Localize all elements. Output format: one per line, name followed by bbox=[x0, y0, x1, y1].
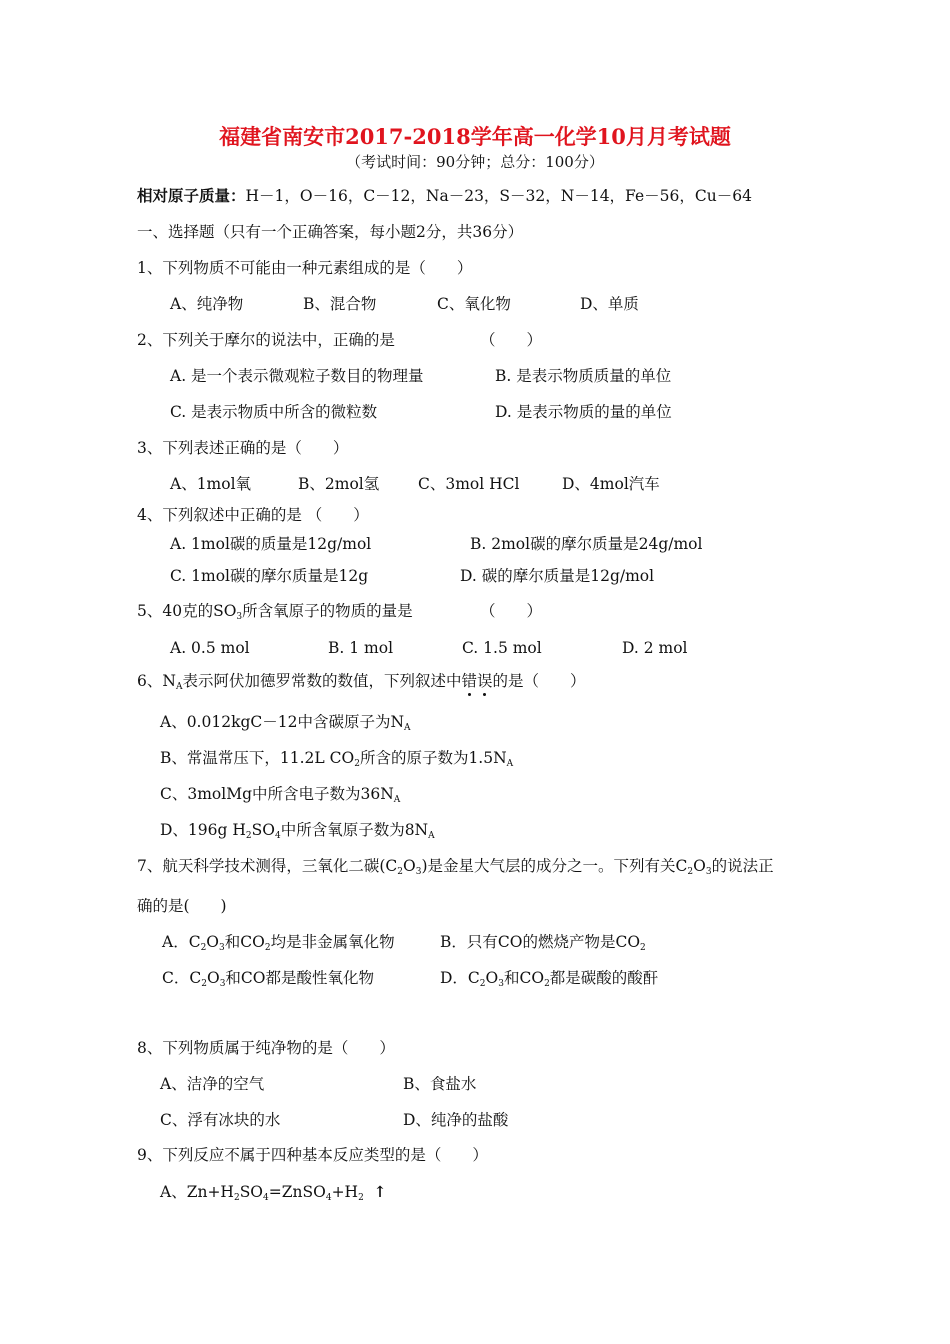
section-heading: 一、选择题（只有一个正确答案，每小题2分，共36分） bbox=[137, 223, 524, 241]
q1-option-c: C、氧化物 bbox=[437, 295, 511, 313]
q6-option-b bbox=[160, 748, 513, 768]
q4-option-a: A. 1mol碳的质量是12g/mol bbox=[170, 535, 372, 553]
q6-b-text-post: 所含的原子数为1.5N bbox=[359, 749, 507, 767]
q6-a-text: A、0.012kgC－12中含碳原子为N bbox=[160, 713, 405, 731]
question-7-stem-line2: 确的是( ) bbox=[137, 897, 227, 915]
q3-option-d: D、4mol汽车 bbox=[562, 475, 660, 493]
q5-option-c: C. 1.5 mol bbox=[462, 639, 542, 657]
q7-d-pre: D．C bbox=[440, 969, 480, 987]
q2-option-d: D. 是表示物质的量的单位 bbox=[495, 403, 672, 421]
q6-b-text-pre: B、常温常压下，11.2L CO bbox=[160, 749, 355, 767]
q7-c-o: O bbox=[206, 969, 220, 987]
page-title: 福建省南安市2017-2018学年高一化学10月月考试题 bbox=[219, 124, 731, 149]
q6-text-end: 的是（ ） bbox=[492, 672, 586, 690]
q6-option-a bbox=[160, 712, 411, 732]
q7-a-sub1: 2 bbox=[200, 943, 207, 953]
q2-option-a: A. 是一个表示微观粒子数目的物理量 bbox=[170, 367, 424, 385]
q5-answer-paren: （ ） bbox=[480, 602, 543, 620]
q7-a-mid: 和CO bbox=[224, 933, 265, 951]
q6-d-sub1: 2 bbox=[245, 831, 252, 841]
q7-d-o: O bbox=[485, 969, 499, 987]
q5-text-pre: 5、40克的SO bbox=[137, 602, 237, 620]
q6-b-sub-a: A bbox=[506, 759, 514, 769]
q7-c-pre: C．C bbox=[162, 969, 202, 987]
q7-a-post: 均是非金属氧化物 bbox=[270, 933, 395, 951]
q6-d-sub2: 4 bbox=[274, 831, 281, 841]
question-3-stem: 3、下列表述正确的是（ ） bbox=[137, 439, 349, 457]
q9-a-s4: 2 bbox=[358, 1193, 364, 1203]
q3-option-b: B、2mol氢 bbox=[298, 475, 380, 493]
q6-d-text-mid: SO bbox=[251, 821, 275, 839]
q5-option-d: D. 2 mol bbox=[622, 639, 688, 657]
q7-option-b bbox=[440, 932, 646, 952]
q6-d-sub-a: A bbox=[428, 831, 435, 841]
q6-c-text: C、3molMg中所含电子数为36N bbox=[160, 785, 394, 803]
q5-option-b: B. 1 mol bbox=[328, 639, 394, 657]
question-2-stem: 2、下列关于摩尔的说法中，正确的是 bbox=[137, 331, 395, 349]
q2-answer-paren: （ ） bbox=[480, 331, 543, 349]
q9-a-pre: A、Zn+H bbox=[160, 1183, 234, 1201]
q7-option-a bbox=[162, 932, 395, 952]
q9-a-s1: 2 bbox=[233, 1193, 240, 1203]
q8-option-c: C、浮有冰块的水 bbox=[160, 1111, 281, 1129]
q8-option-d: D、纯净的盐酸 bbox=[403, 1111, 509, 1129]
q6-emphasis-1: 错 bbox=[461, 672, 477, 690]
q7-c-sub2: 3 bbox=[219, 979, 226, 989]
q7-d-mid: 和CO bbox=[503, 969, 545, 987]
q6-c-sub: A bbox=[393, 795, 401, 805]
q4-option-b: B. 2mol碳的摩尔质量是24g/mol bbox=[470, 535, 703, 553]
q7-a-pre: A．C bbox=[162, 933, 201, 951]
q6-d-text-post: 中所含氧原子数为8N bbox=[280, 821, 429, 839]
q5-option-a: A. 0.5 mol bbox=[170, 639, 250, 657]
question-6-stem bbox=[137, 671, 586, 691]
q9-a-s2: 4 bbox=[263, 1193, 269, 1203]
q1-option-d: D、单质 bbox=[580, 295, 639, 313]
question-7-stem-line1 bbox=[137, 856, 774, 876]
q7-l1-mid: O bbox=[403, 857, 416, 875]
q4-option-c: C. 1mol碳的摩尔质量是12g bbox=[170, 567, 369, 585]
q7-a-sub3: 2 bbox=[264, 943, 271, 953]
q6-option-c bbox=[160, 784, 400, 804]
q9-a-mid2: =ZnSO bbox=[268, 1183, 326, 1201]
q9-a-mid: SO bbox=[239, 1183, 264, 1201]
q7-d-sub3: 2 bbox=[544, 979, 550, 989]
q7-b-pre: B．只有CO的燃烧产物是CO bbox=[440, 933, 641, 951]
question-8-stem: 8、下列物质属于纯净物的是（ ） bbox=[137, 1039, 395, 1057]
q2-option-c: C. 是表示物质中所含的微粒数 bbox=[170, 403, 378, 421]
q7-l1-mid2: O bbox=[693, 857, 706, 875]
q1-option-b: B、混合物 bbox=[303, 295, 377, 313]
q7-a-sub2: 3 bbox=[219, 943, 225, 953]
q4-option-d: D. 碳的摩尔质量是12g/mol bbox=[460, 567, 655, 585]
atomic-mass-label: 相对原子质量： bbox=[137, 186, 246, 205]
q6-text-n: 6、N bbox=[137, 672, 176, 690]
q7-l1-sub2: 3 bbox=[415, 867, 422, 877]
q8-option-b: B、食盐水 bbox=[403, 1075, 477, 1093]
q5-subscript: 3 bbox=[236, 612, 243, 622]
q6-emphasis-2: 误 bbox=[476, 672, 493, 690]
q7-d-post: 都是碳酸的酸酐 bbox=[549, 969, 659, 987]
q7-l1-sub4: 3 bbox=[705, 867, 712, 877]
question-1-stem: 1、下列物质不可能由一种元素组成的是（ ） bbox=[137, 259, 473, 277]
q7-d-sub1: 2 bbox=[479, 979, 486, 989]
q6-b-sub: 2 bbox=[354, 759, 360, 769]
q6-a-sub: A bbox=[404, 723, 411, 733]
q9-a-s3: 4 bbox=[325, 1193, 332, 1203]
q7-l1-end: 的说法正 bbox=[711, 857, 774, 875]
q7-c-sub1: 2 bbox=[201, 979, 207, 989]
q3-option-c: C、3mol HCl bbox=[418, 475, 520, 493]
q3-option-a: A、1mol氧 bbox=[170, 475, 252, 493]
q6-text-mid: 表示阿伏加德罗常数的数值，下列叙述中 bbox=[182, 672, 462, 690]
question-4-stem: 4、下列叙述中正确的是 （ ） bbox=[137, 506, 369, 524]
atomic-mass-values: H－1，O－16，C－12，Na－23，S－32，N－14，Fe－56，Cu－64 bbox=[245, 187, 752, 205]
q9-a-mid3: +H bbox=[331, 1183, 359, 1201]
q2-option-b: B. 是表示物质质量的单位 bbox=[495, 367, 672, 385]
question-5-stem bbox=[137, 601, 413, 621]
q6-option-d bbox=[160, 820, 435, 840]
question-9-stem: 9、下列反应不属于四种基本反应类型的是（ ） bbox=[137, 1146, 488, 1164]
q7-l1-post: )是金星大气层的成分之一。下列有关C bbox=[421, 857, 688, 875]
gas-arrow-icon: ↑ bbox=[373, 1182, 387, 1201]
q5-text-post: 所含氧原子的物质的量是 bbox=[242, 602, 413, 620]
q7-option-d bbox=[440, 968, 658, 988]
q7-d-sub2: 3 bbox=[498, 979, 504, 989]
q1-option-a: A、纯净物 bbox=[170, 295, 244, 313]
q7-option-c bbox=[162, 968, 374, 988]
q8-option-a: A、洁净的空气 bbox=[160, 1075, 265, 1093]
q7-a-o: O bbox=[206, 933, 220, 951]
q6-subscript: A bbox=[175, 682, 183, 692]
q7-l1-sub1: 2 bbox=[397, 867, 404, 877]
q7-b-sub: 2 bbox=[640, 943, 646, 953]
atomic-mass-line bbox=[137, 186, 752, 206]
q7-c-post: 和CO都是酸性氧化物 bbox=[225, 969, 374, 987]
q6-d-text-pre: D、196g H bbox=[160, 821, 246, 839]
q9-option-a bbox=[160, 1182, 387, 1202]
exam-info: （考试时间：90分钟；总分：100分） bbox=[346, 153, 604, 171]
q7-l1-sub3: 2 bbox=[687, 867, 694, 877]
q7-l1-pre: 7、航天科学技术测得，三氧化二碳(C bbox=[137, 857, 398, 875]
